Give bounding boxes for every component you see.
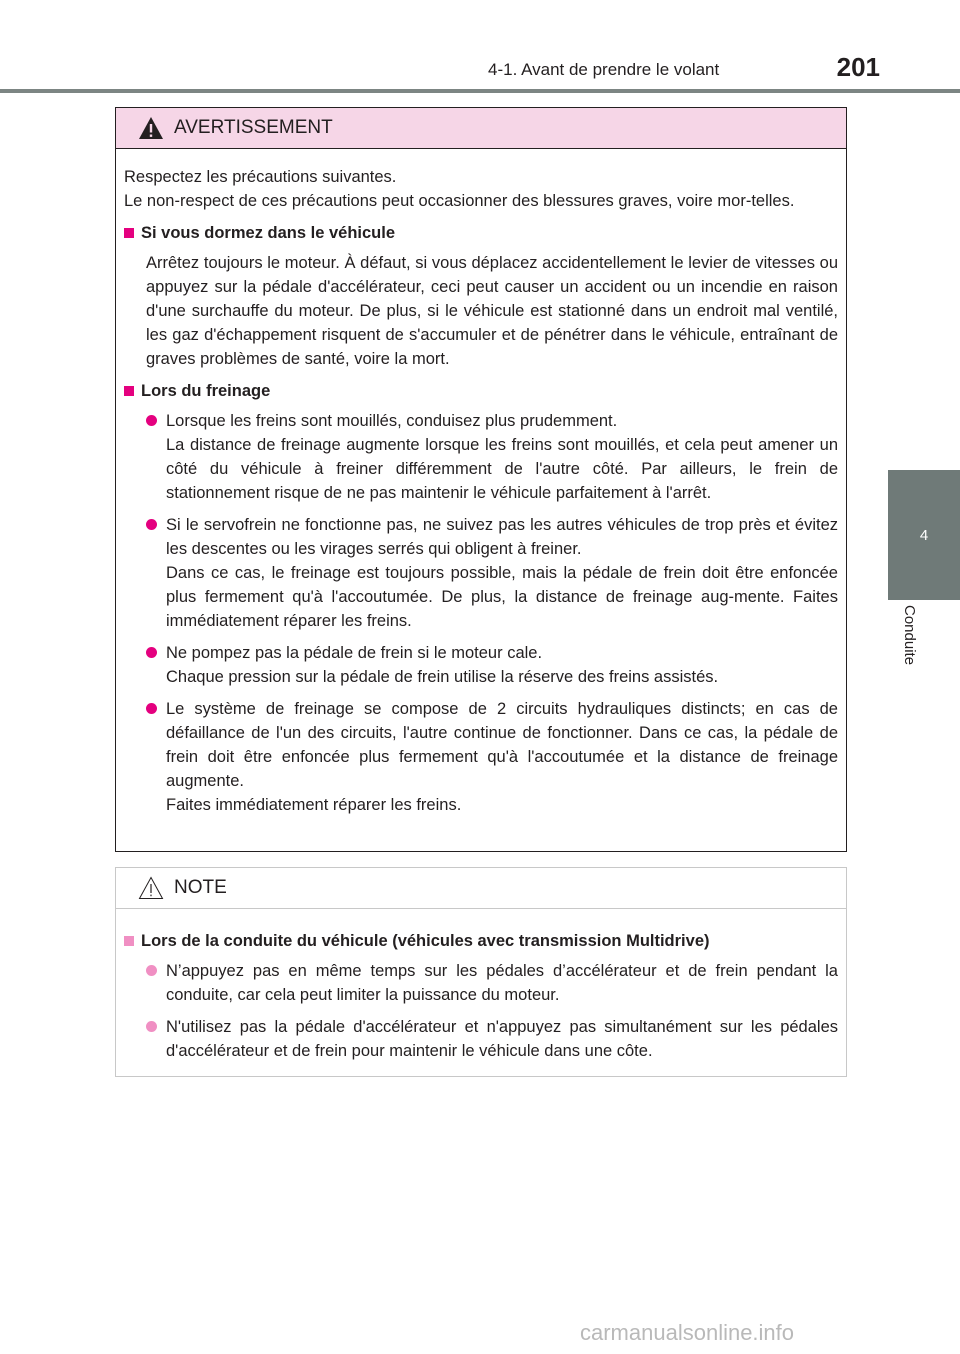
warning-title: AVERTISSEMENT bbox=[174, 117, 333, 138]
note-body bbox=[116, 909, 846, 1063]
square-bullet-icon bbox=[124, 936, 134, 946]
list-item-text: Faites immédiatement réparer les freins. bbox=[166, 796, 462, 814]
list-item-text: Chaque pression sur la pédale de frein utilise la réserve des freins assistés. bbox=[166, 668, 719, 686]
list-item bbox=[166, 697, 838, 817]
chapter-number: 4 bbox=[919, 526, 929, 544]
note-section-multidrive bbox=[124, 929, 838, 953]
round-bullet-icon bbox=[146, 703, 157, 714]
list-item bbox=[166, 513, 838, 633]
note-header bbox=[116, 868, 846, 909]
warning-triangle-icon bbox=[138, 116, 164, 140]
header-section-title: 4-1. Avant de prendre le volant bbox=[488, 60, 720, 79]
note-box bbox=[115, 867, 847, 1077]
list-item bbox=[166, 641, 838, 689]
list-item-text: N’appuyez pas en même temps sur les pédales d’accélérateur et de frein pendant la conduite, car cela peut limiter la puissance du moteur. bbox=[166, 962, 838, 1004]
section-title: Lors de la conduite du véhicule (véhicules avec transmission Multidrive) bbox=[141, 932, 710, 950]
chapter-tab[interactable] bbox=[888, 470, 960, 600]
list-item-text: Lorsque les freins sont mouillés, conduisez plus prudemment. bbox=[166, 412, 618, 430]
warning-body bbox=[116, 149, 846, 817]
list-item-text: Le système de freinage se compose de 2 circuits hydrauliques distincts; en cas de défaillance de l'un des circuits, l'autre continue de fonctionner. Dans ce cas, la pédale de frein doit être enfoncée plus fermement qu'à l'accoutumée et la distance de freinage augmente. bbox=[166, 700, 838, 790]
list-item bbox=[166, 409, 838, 505]
list-item-text: Dans ce cas, le freinage est toujours possible, mais la pédale de frein doit être enfoncée plus fermement qu'à l'accoutumée. De plus, la distance de freinage aug-mente. Faites immédiatement réparer les freins. bbox=[166, 564, 838, 630]
section-title: Lors du freinage bbox=[141, 382, 271, 400]
warning-section-sleeping bbox=[124, 221, 838, 245]
list-item bbox=[166, 1015, 838, 1063]
warning-header bbox=[116, 108, 846, 149]
watermark: carmanualsonline.info bbox=[580, 1320, 795, 1345]
square-bullet-icon bbox=[124, 228, 134, 238]
warning-section-braking bbox=[124, 379, 838, 403]
round-bullet-icon bbox=[146, 415, 157, 426]
round-bullet-icon bbox=[146, 965, 157, 976]
section-text: Arrêtez toujours le moteur. À défaut, si vous déplacez accidentellement le levier de vitesses ou appuyez sur la pédale d'accélérateur, ceci peut causer un accident ou un incendie en raison d'une surchauffe du moteur. De plus, si le véhicule est stationné dans un endroit mal ventilé, les gaz d'échappement risquent de s'accumuler et de pénétrer dans le véhicule, entraînant de graves problèmes de santé, voire la mort. bbox=[146, 254, 838, 368]
round-bullet-icon bbox=[146, 647, 157, 658]
warning-box bbox=[115, 107, 847, 852]
header-rule bbox=[0, 89, 960, 93]
chapter-label: Conduite bbox=[901, 605, 918, 666]
section-title: Si vous dormez dans le véhicule bbox=[141, 224, 396, 242]
caution-triangle-icon bbox=[138, 876, 164, 900]
square-bullet-icon bbox=[124, 386, 134, 396]
warning-intro: Respectez les précautions suivantes. Le non-respect de ces précautions peut occasionner des blessures graves, voire mor-telles. bbox=[124, 168, 795, 210]
list-item bbox=[166, 959, 838, 1007]
note-title: NOTE bbox=[174, 877, 227, 898]
list-item-text: N'utilisez pas la pédale d'accélérateur et n'appuyez pas simultanément sur les pédales d'accélérateur et de frein pour maintenir le véhicule dans une côte. bbox=[166, 1018, 838, 1060]
list-item-text: La distance de freinage augmente lorsque les freins sont mouillés, et cela peut amener un côté du véhicule à freiner différemment de l'autre côté. Par ailleurs, le frein de stationnement risque de ne pas maintenir le véhicule parfaitement à l'arrêt. bbox=[166, 436, 838, 502]
round-bullet-icon bbox=[146, 1021, 157, 1032]
round-bullet-icon bbox=[146, 519, 157, 530]
page-number: 201 bbox=[836, 52, 880, 82]
list-item-text: Ne pompez pas la pédale de frein si le moteur cale. bbox=[166, 644, 543, 662]
list-item-text: Si le servofrein ne fonctionne pas, ne suivez pas les autres véhicules de trop près et évitez les descentes ou les virages serrés qui obligent à freiner. bbox=[166, 516, 838, 558]
